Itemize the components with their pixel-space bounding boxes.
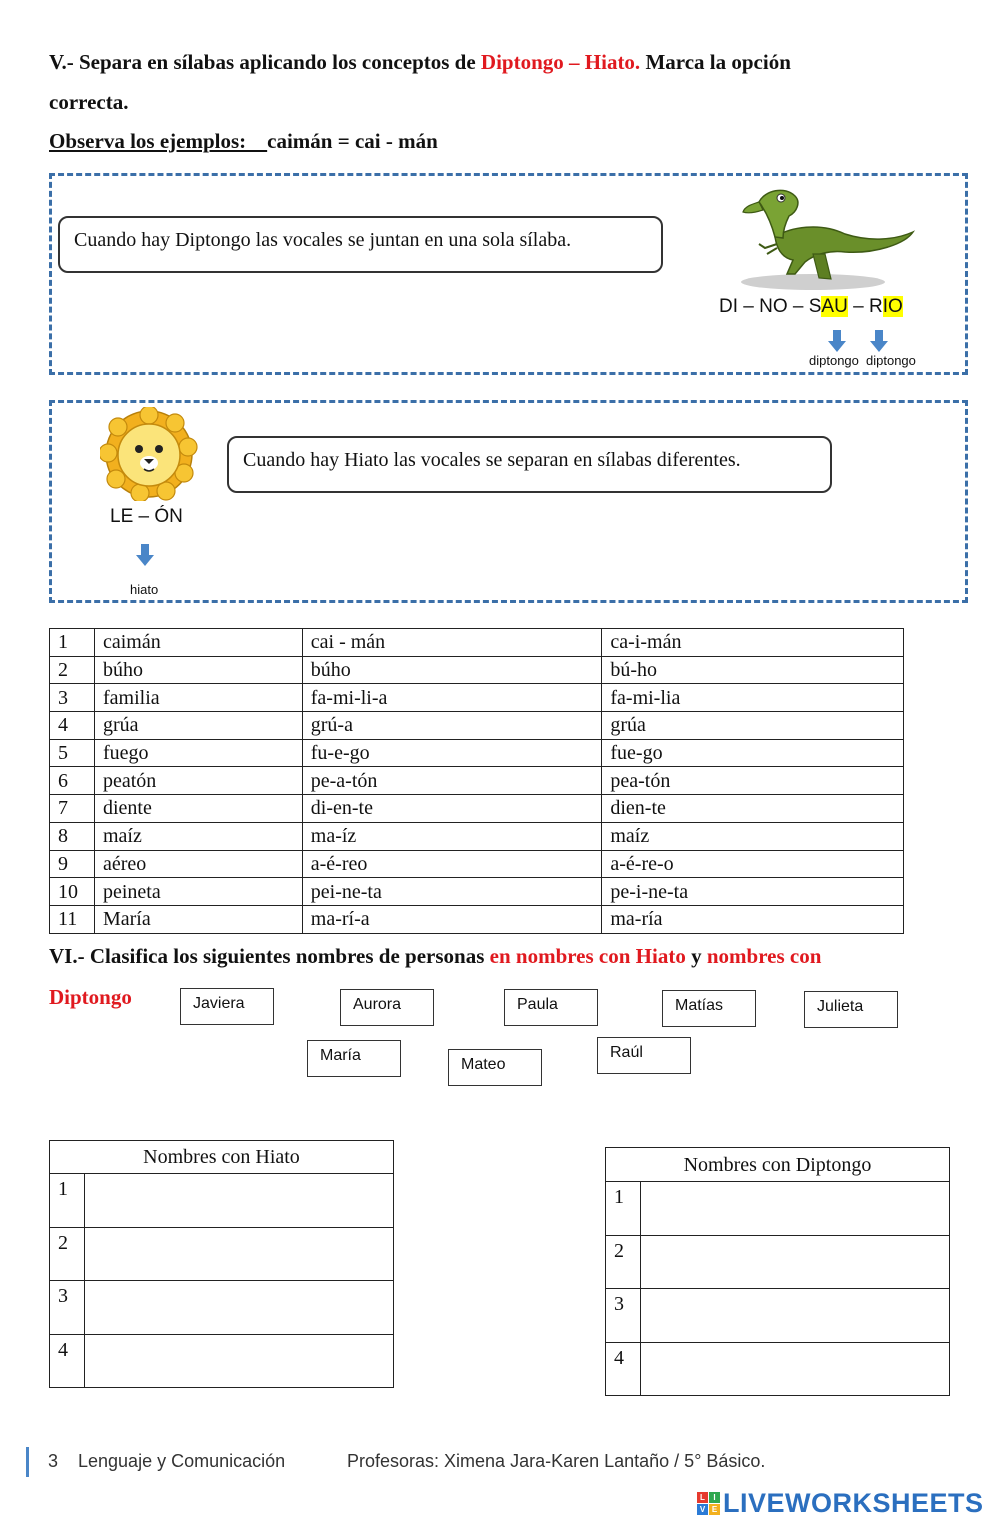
- row-number: 2: [50, 656, 95, 684]
- option-b-cell[interactable]: ca-i-mán: [602, 629, 904, 657]
- section6-heading-text-b: y: [685, 944, 707, 968]
- option-b-cell[interactable]: pea-tón: [602, 767, 904, 795]
- row-number: 10: [50, 878, 95, 906]
- word-cell: aéreo: [94, 850, 302, 878]
- table-row: [50, 878, 904, 906]
- option-b-cell[interactable]: fa-mi-lia: [602, 684, 904, 712]
- name-chip-matias[interactable]: Matías: [662, 990, 756, 1027]
- drop-slot[interactable]: [641, 1182, 950, 1236]
- diptongo-table-title: Nombres con Diptongo: [606, 1148, 950, 1182]
- option-a-cell[interactable]: fu-e-go: [302, 739, 602, 767]
- section5-heading: [49, 50, 791, 75]
- row-number: 2: [50, 1227, 85, 1281]
- table-row: [50, 905, 904, 933]
- option-b-cell[interactable]: grúa: [602, 712, 904, 740]
- liveworksheets-brand: LIVEWORKSHEETS: [723, 1488, 984, 1518]
- row-number: 11: [50, 905, 95, 933]
- section6-heading-red2: nombres con: [706, 944, 822, 968]
- liveworksheets-logo: [697, 1488, 984, 1519]
- option-b-cell[interactable]: dien-te: [602, 795, 904, 823]
- section6-heading-red1: en nombres con Hiato: [489, 944, 686, 968]
- name-chip-julieta[interactable]: Julieta: [804, 991, 898, 1028]
- diptongo-label-1: diptongo: [809, 353, 859, 368]
- drop-slot[interactable]: [85, 1174, 394, 1228]
- row-number: 3: [50, 684, 95, 712]
- table-row: [50, 656, 904, 684]
- footer-subject: Lenguaje y Comunicación: [78, 1451, 286, 1471]
- table-row: [50, 795, 904, 823]
- option-b-cell[interactable]: ma-ría: [602, 905, 904, 933]
- row-number: 1: [50, 1174, 85, 1228]
- example-line: [49, 129, 438, 154]
- table-row: [50, 1281, 394, 1335]
- drop-slot[interactable]: [641, 1342, 950, 1396]
- diptongo-bubble: [58, 216, 663, 273]
- section5-heading-line2: correcta.: [49, 90, 129, 114]
- row-number: 7: [50, 795, 95, 823]
- option-b-cell[interactable]: maíz: [602, 822, 904, 850]
- row-number: 3: [606, 1289, 641, 1343]
- hiato-names-table: [49, 1140, 394, 1388]
- name-chip-javiera[interactable]: Javiera: [180, 988, 274, 1025]
- syllable-exercise-table: [49, 628, 904, 934]
- drop-slot[interactable]: [641, 1289, 950, 1343]
- dinosaur-diptongo-1: AU: [821, 296, 848, 317]
- footer-teachers: Profesoras: Ximena Jara-Karen Lantaño / 5° Básico.: [347, 1451, 766, 1471]
- name-chip-paula[interactable]: Paula: [504, 989, 598, 1026]
- word-cell: búho: [94, 656, 302, 684]
- table-row: [50, 822, 904, 850]
- row-number: 1: [606, 1182, 641, 1236]
- dinosaur-word-a: DI – NO – S: [719, 296, 822, 317]
- dinosaur-word: [719, 296, 903, 318]
- lion-word: LE – ÓN: [110, 506, 183, 527]
- word-cell: maíz: [94, 822, 302, 850]
- table-row: [50, 1334, 394, 1388]
- hiato-rule-text: Cuando hay Hiato las vocales se separan en sílabas diferentes.: [243, 449, 741, 471]
- option-a-cell[interactable]: búho: [302, 656, 602, 684]
- word-cell: María: [94, 905, 302, 933]
- footer-page-number: 3: [48, 1451, 59, 1471]
- table-row: [50, 1174, 394, 1228]
- option-b-cell[interactable]: fue-go: [602, 739, 904, 767]
- table-row: [50, 1227, 394, 1281]
- table-row: [50, 629, 904, 657]
- liveworksheets-logo-icon: [697, 1492, 720, 1515]
- row-number: 4: [606, 1342, 641, 1396]
- option-b-cell[interactable]: pe-i-ne-ta: [602, 878, 904, 906]
- word-cell: fuego: [94, 739, 302, 767]
- drop-slot[interactable]: [641, 1235, 950, 1289]
- example-label: Observa los ejemplos:: [49, 129, 268, 153]
- row-number: 2: [606, 1235, 641, 1289]
- down-arrow-icon: [136, 544, 154, 566]
- section6-heading-red3: Diptongo: [49, 985, 132, 1009]
- name-chip-aurora[interactable]: Aurora: [340, 989, 434, 1026]
- option-a-cell[interactable]: fa-mi-li-a: [302, 684, 602, 712]
- dinosaur-diptongo-2: IO: [882, 296, 903, 317]
- option-a-cell[interactable]: cai - mán: [302, 629, 602, 657]
- section5-heading-red: Diptongo – Hiato.: [480, 50, 641, 74]
- table-row: [50, 739, 904, 767]
- row-number: 5: [50, 739, 95, 767]
- row-number: 6: [50, 767, 95, 795]
- logo-letter-e: E: [709, 1504, 720, 1515]
- row-number: 3: [50, 1281, 85, 1335]
- section5-heading-text-b: Marca la opción: [640, 50, 791, 74]
- table-row: [606, 1342, 950, 1396]
- table-row: [606, 1182, 950, 1236]
- row-number: 8: [50, 822, 95, 850]
- dinosaur-word-b: – R: [847, 296, 883, 317]
- word-cell: grúa: [94, 712, 302, 740]
- table-row: [606, 1289, 950, 1343]
- hiato-label: hiato: [130, 582, 159, 597]
- footer-rule: [26, 1447, 29, 1477]
- drop-slot[interactable]: [85, 1281, 394, 1335]
- diptongo-rule-text: Cuando hay Diptongo las vocales se juntan en una sola sílaba.: [74, 229, 572, 251]
- word-cell: familia: [94, 684, 302, 712]
- option-a-cell[interactable]: grú-a: [302, 712, 602, 740]
- word-cell: caimán: [94, 629, 302, 657]
- table-row: [50, 767, 904, 795]
- down-arrow-icon: [828, 330, 846, 352]
- option-a-cell[interactable]: di-en-te: [302, 795, 602, 823]
- table-row: [50, 712, 904, 740]
- row-number: 9: [50, 850, 95, 878]
- logo-letter-i: I: [709, 1492, 720, 1503]
- option-a-cell[interactable]: a-é-reo: [302, 850, 602, 878]
- logo-letter-v: V: [697, 1504, 708, 1515]
- drop-slot[interactable]: [85, 1227, 394, 1281]
- down-arrow-icon: [870, 330, 888, 352]
- name-chip-raul[interactable]: Raúl: [597, 1037, 691, 1074]
- example-value: caimán = cai - mán: [267, 129, 438, 153]
- hiato-bubble: [227, 436, 832, 493]
- diptongo-label-2: diptongo: [866, 353, 916, 368]
- section6-heading-text: VI.- Clasifica los siguientes nombres de personas: [49, 944, 490, 968]
- word-cell: peatón: [94, 767, 302, 795]
- option-a-cell[interactable]: pei-ne-ta: [302, 878, 602, 906]
- table-row: [606, 1235, 950, 1289]
- lion-illustration: [100, 407, 198, 501]
- word-cell: peineta: [94, 878, 302, 906]
- row-number: 1: [50, 629, 95, 657]
- drop-slot[interactable]: [85, 1334, 394, 1388]
- row-number: 4: [50, 712, 95, 740]
- table-row: [50, 850, 904, 878]
- name-chip-mateo[interactable]: Mateo: [448, 1049, 542, 1086]
- dinosaur-illustration: [735, 182, 920, 292]
- option-b-cell[interactable]: a-é-re-o: [602, 850, 904, 878]
- option-b-cell[interactable]: bú-ho: [602, 656, 904, 684]
- logo-letter-l: L: [697, 1492, 708, 1503]
- diptongo-names-table: [605, 1147, 950, 1396]
- row-number: 4: [50, 1334, 85, 1388]
- name-chip-maria[interactable]: María: [307, 1040, 401, 1077]
- section6-heading: [49, 944, 821, 969]
- option-a-cell[interactable]: ma-rí-a: [302, 905, 602, 933]
- section5-heading-text: V.- Separa en sílabas aplicando los conceptos de: [49, 50, 481, 74]
- word-cell: diente: [94, 795, 302, 823]
- table-row: [50, 684, 904, 712]
- option-a-cell[interactable]: ma-íz: [302, 822, 602, 850]
- hiato-table-title: Nombres con Hiato: [50, 1141, 394, 1174]
- option-a-cell[interactable]: pe-a-tón: [302, 767, 602, 795]
